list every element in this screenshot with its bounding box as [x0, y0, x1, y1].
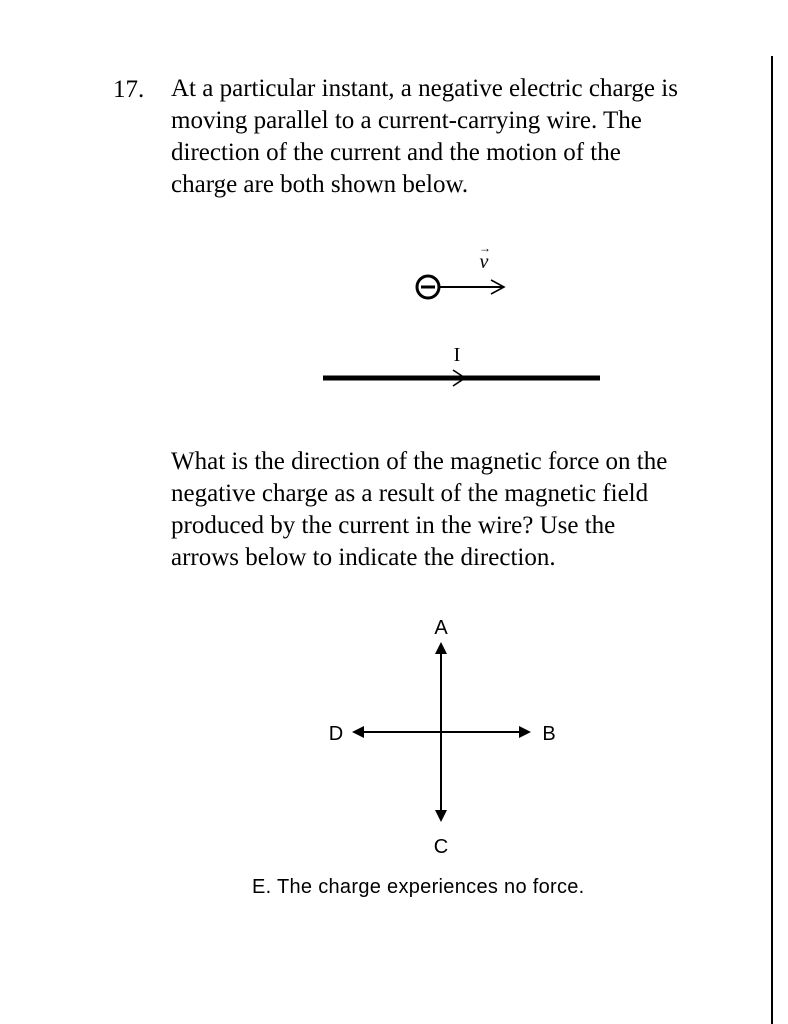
velocity-label: v	[479, 251, 489, 273]
prompt-line: produced by the current in the wire? Use the	[171, 512, 616, 539]
option-a-label: A	[434, 617, 448, 639]
prompt-line: negative charge as a result of the magnetic field	[171, 480, 649, 507]
vector-arrow-mark: →	[479, 241, 491, 255]
option-d-label: D	[328, 723, 344, 745]
question-prompt	[171, 446, 751, 574]
option-c-label: C	[433, 836, 449, 858]
intro-line: moving parallel to a current-carrying wire. The	[171, 107, 642, 134]
arrow-down-icon	[435, 810, 447, 822]
charge-wire-figure	[323, 241, 600, 386]
option-e-no-force: E. The charge experiences no force.	[252, 876, 585, 898]
intro-line: direction of the current and the motion of the	[171, 139, 621, 166]
velocity-arrow	[439, 280, 504, 294]
arrow-up-icon	[435, 642, 447, 654]
direction-choices-figure	[329, 617, 556, 858]
intro-line: charge are both shown below.	[171, 171, 469, 198]
prompt-line: What is the direction of the magnetic force on the	[171, 448, 668, 475]
option-b-label: B	[542, 723, 556, 745]
prompt-line: arrows below to indicate the direction.	[171, 544, 556, 571]
intro-line: At a particular instant, a negative electric charge is	[171, 75, 678, 102]
negative-charge-icon	[417, 276, 439, 298]
arrow-right-icon	[519, 726, 531, 738]
arrow-left-icon	[352, 726, 364, 738]
question-number: 17.	[113, 76, 145, 103]
current-label: I	[453, 344, 461, 366]
